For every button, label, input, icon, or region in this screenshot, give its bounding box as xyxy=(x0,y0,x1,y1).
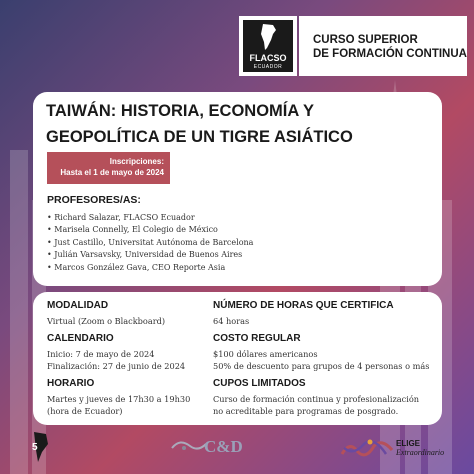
costo-heading: COSTO REGULAR xyxy=(213,333,301,344)
inscripciones-label: Inscripciones: xyxy=(109,157,164,166)
costo-text xyxy=(213,348,433,372)
latin-america-map-icon xyxy=(243,20,293,54)
modalidad-heading: MODALIDAD xyxy=(47,300,109,311)
title-line-2: GEOPOLÍTICA DE UN TIGRE ASIÁTICO xyxy=(46,128,353,146)
profesor-item: • Julián Varsavsky, Universidad de Buenos Aires xyxy=(47,249,253,261)
details-right-column xyxy=(213,300,433,423)
logo-sub: ECUADOR xyxy=(253,64,283,70)
inscripciones-date: Hasta el 1 de mayo de 2024 xyxy=(60,168,164,177)
profesores-list xyxy=(47,212,253,274)
extraordinario-text: Extraordinario xyxy=(396,448,445,457)
calendario-text xyxy=(47,348,212,372)
elige-text: ELIGE xyxy=(396,439,421,448)
profesor-item: • Marisela Connelly, El Colegio de México xyxy=(47,224,253,236)
details-left-column xyxy=(47,300,212,423)
profesor-item: • Just Castillo, Universitat Autónoma de Barcelona xyxy=(47,237,253,249)
course-line-1: CURSO SUPERIOR xyxy=(313,34,418,46)
modalidad-text: Virtual (Zoom o Blackboard) xyxy=(47,316,166,326)
horario-zone: (hora de Ecuador) xyxy=(47,406,123,416)
course-title xyxy=(46,98,353,150)
flacso-logo xyxy=(239,16,297,76)
course-info-card xyxy=(33,92,442,286)
profesor-item: • Richard Salazar, FLACSO Ecuador xyxy=(47,212,253,224)
cupos-heading: CUPOS LIMITADOS xyxy=(213,378,306,389)
horario-heading: HORARIO xyxy=(47,378,95,389)
horario-days: Martes y jueves de 17h30 a 19h30 xyxy=(47,394,191,404)
course-type-box xyxy=(299,16,467,76)
cupos-line-1: Curso de formación continua y profesionalización xyxy=(213,394,420,404)
course-line-2: DE FORMACIÓN CONTINUA xyxy=(313,48,467,60)
elige-extraordinario-logo xyxy=(340,436,450,462)
course-details-card xyxy=(33,292,442,425)
title-line-1: TAIWÁN: HISTORIA, ECONOMÍA Y xyxy=(46,102,314,120)
cd-logo xyxy=(170,434,243,460)
inscripciones-badge xyxy=(47,152,170,184)
anniversary-logo xyxy=(30,430,52,466)
svg-text:5: 5 xyxy=(32,442,38,453)
profesores-heading: PROFESORES/AS: xyxy=(47,194,141,206)
logo-name: FLACSO xyxy=(249,53,287,63)
cupos-line-2: no acreditable para programas de posgrado. xyxy=(213,406,399,416)
costo-price: $100 dólares americanos xyxy=(213,349,318,359)
cd-logo-text: C&D xyxy=(204,437,243,456)
horas-text: 64 horas xyxy=(213,316,250,326)
cupos-text xyxy=(213,393,433,417)
horas-heading: NÚMERO DE HORAS QUE CERTIFICA xyxy=(213,300,394,311)
profesor-item: • Marcos González Gava, CEO Reporte Asia xyxy=(47,262,253,274)
calendario-heading: CALENDARIO xyxy=(47,333,114,344)
elige-logo-graphic xyxy=(340,436,396,460)
calendario-end: Finalización: 27 de junio de 2024 xyxy=(47,361,186,371)
horario-text xyxy=(47,393,212,417)
costo-discount: 50% de descuento para grupos de 4 personas o más xyxy=(213,361,430,371)
calendario-start: Inicio: 7 de mayo de 2024 xyxy=(47,349,155,359)
